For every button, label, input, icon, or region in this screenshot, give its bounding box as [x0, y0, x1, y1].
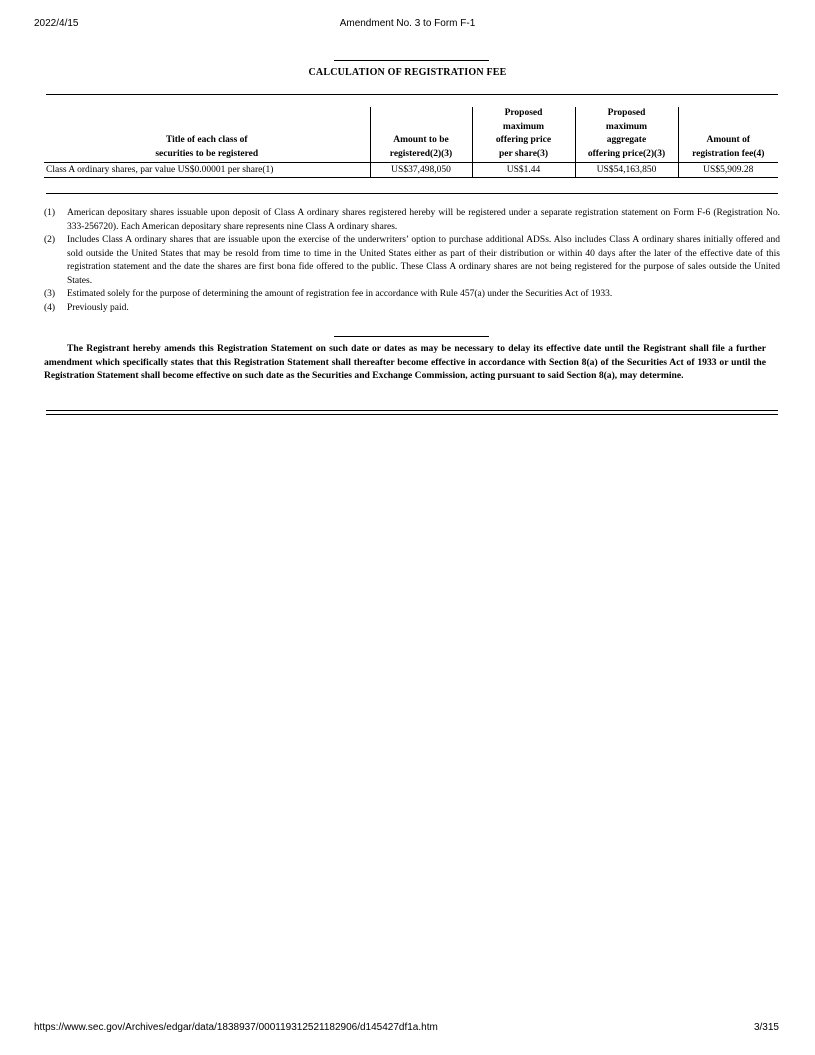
- footnote-text: American depositary shares issuable upon deposit of Class A ordinary shares registered hereby will be registered under a separate registration statement on Form F-6 (Registration No. 333-256720). Each American depositary share represents nine Class A ordinary shares.: [67, 208, 780, 232]
- section-end-rule-double: [46, 414, 778, 415]
- footnotes: [44, 207, 780, 315]
- footnote-text: Previously paid.: [67, 302, 129, 313]
- registration-fee-table: [44, 107, 778, 178]
- column-header-title: Title of each class of securities to be registered: [44, 107, 370, 163]
- footnote: [44, 234, 780, 288]
- print-header-title: Amendment No. 3 to Form F-1: [339, 18, 476, 29]
- column-header-amount: Amount to be registered(2)(3): [370, 107, 472, 163]
- column-header-aggregate-price: Proposed maximum aggregate offering price(2)(3): [575, 107, 678, 163]
- cell-security-class: Class A ordinary shares, par value US$0.00001 per share(1): [44, 163, 370, 178]
- footnote-number: (1): [44, 208, 56, 218]
- cell-amount-registered: US$37,498,050: [370, 163, 472, 178]
- column-header-fee: Amount of registration fee(4): [678, 107, 778, 163]
- footnote: [44, 207, 780, 234]
- page-title: CALCULATION OF REGISTRATION FEE: [308, 67, 507, 78]
- table-top-rule: [46, 94, 778, 95]
- section-end-rule: [46, 410, 778, 411]
- table-bottom-rule: [46, 193, 778, 194]
- footnote-text: Estimated solely for the purpose of determining the amount of registration fee in accordance with Rule 457(a) under the Securities Act of 1933.: [67, 289, 613, 299]
- top-divider: [334, 60, 489, 61]
- footnote-number: (3): [44, 289, 56, 299]
- footnote: [44, 288, 780, 302]
- footnote-text: Includes Class A ordinary shares that are issuable upon the exercise of the underwriters’ option to purchase additional ADSs. Also includes Class A ordinary shares initially offered and sold outside the United States that may be resold from time to time in the United States either as part of their distribution or within 40 days after the later of the effective date of this registration statement and the date the shares are first bona fide offered to the public. These Class A ordinary shares are not being registered for the purpose of sales outside the United States.: [67, 235, 780, 286]
- column-header-price-per-share: Proposed maximum offering price per share(3): [472, 107, 575, 163]
- statement-divider: [334, 336, 489, 337]
- footnote-number: (4): [44, 302, 56, 313]
- cell-registration-fee: US$5,909.28: [678, 163, 778, 178]
- print-date: 2022/4/15: [34, 18, 79, 29]
- table-row: [44, 163, 778, 178]
- table-header-row: [44, 107, 778, 163]
- cell-aggregate-price: US$54,163,850: [575, 163, 678, 178]
- footnote-number: (2): [44, 235, 56, 245]
- footer-url: https://www.sec.gov/Archives/edgar/data/1838937/000119312521182906/d145427df1a.htm: [34, 1022, 438, 1033]
- footnote: [44, 302, 780, 316]
- delaying-amendment-statement: The Registrant hereby amends this Registration Statement on such date or dates as may be necessary to delay its effective date until the Registrant shall file a further amendment which specifically states that this Registration Statement shall thereafter become effective in accordance with Section 8(a) of the Securities Act of 1933 or until the Registration Statement shall become effective on such date as the Securities and Exchange Commission, acting pursuant to said Section 8(a), may determine.: [44, 343, 766, 381]
- page-number: 3/315: [753, 1022, 779, 1033]
- cell-price-per-share: US$1.44: [472, 163, 575, 178]
